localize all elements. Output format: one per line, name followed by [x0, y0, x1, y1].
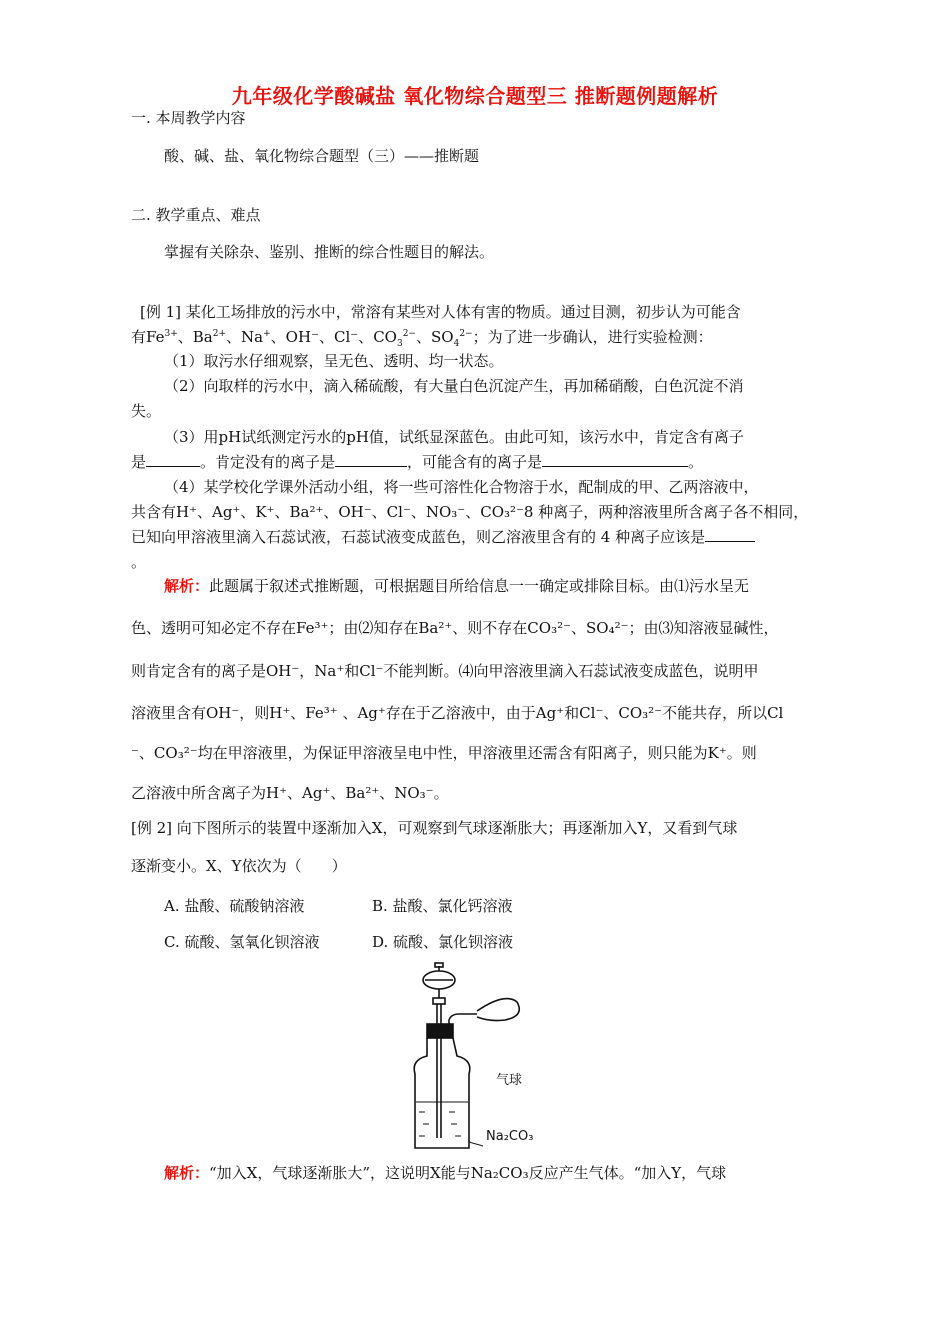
answer-blank-3[interactable]: [542, 452, 688, 467]
example2-line1: [例 2] 向下图所示的装置中逐渐加入X，可观察到气球逐渐胀大；再逐渐加入Y，又看到气球: [131, 819, 738, 837]
option-c[interactable]: C. 硫酸、氢氧化钡溶液: [164, 933, 320, 951]
analysis1-line4: 溶液里含有OH⁻，则H⁺、Fe³⁺ 、Ag⁺存在于乙溶液中，由于Ag⁺和Cl⁻、CO₃²⁻不能共存，所以Cl: [131, 704, 784, 722]
analysis1-line6: 乙溶液中所含离子为H⁺、Ag⁺、Ba²⁺、NO₃⁻。: [131, 784, 449, 802]
section1-content: 酸、碱、盐、氧化物综合题型（三）——推断题: [164, 147, 480, 165]
example1-step3b: 是 。肯定没有的离子是 ，可能含有的离子是 。: [131, 453, 704, 471]
analysis1-line5: ⁻、CO₃²⁻均在甲溶液里，为保证甲溶液呈电中性，甲溶液里还需含有阳离子，则只能为K⁺。则: [131, 744, 757, 762]
example1-line1: [例 1] 某化工场排放的污水中，常溶有某些对人体有害的物质。通过目测，初步认为可能含: [140, 303, 741, 321]
na2co3-label: Na₂CO₃: [486, 1129, 534, 1144]
section1-heading: 一. 本周教学内容: [131, 109, 246, 127]
analysis1-line3: 则肯定含有的离子是OH⁻，Na⁺和Cl⁻不能判断。⑷向甲溶液里滴入石蕊试液变成蓝色，说明甲: [131, 662, 759, 680]
analysis1-label: 解析：: [164, 577, 210, 595]
balloon-label: 气球: [496, 1073, 523, 1088]
option-a[interactable]: A. 盐酸、硫酸钠溶液: [164, 897, 305, 915]
example1-step2a: （2）向取样的污水中，滴入稀硫酸，有大量白色沉淀产生，再加稀硝酸，白色沉淀不消: [164, 377, 744, 395]
bottle-icon: [414, 1024, 470, 1148]
option-b[interactable]: B. 盐酸、氯化钙溶液: [372, 897, 513, 915]
example1-line2: 有$Fe^{3+}$、$Ba^{2+}$、Na+、OH⁻、Cl⁻、$CO_3^{2-}$、$SO_4^{2-}$；为了进一步确认，进行实验检测：: [131, 328, 713, 349]
answer-blank-4[interactable]: [705, 527, 755, 542]
example1-step2b: 失。: [131, 402, 162, 420]
document-title: 九年级化学酸碱盐 氧化物综合题型三 推断题例题解析: [231, 84, 719, 108]
analysis2-line1: 解析：“加入X，气球逐渐胀大”，这说明X能与Na₂CO₃反应产生气体。“加入Y，气球: [164, 1164, 727, 1182]
apparatus-figure: [405, 962, 555, 1152]
answer-blank-2[interactable]: [335, 452, 407, 467]
example1-step4d: 。: [131, 553, 147, 571]
analysis1-line2: 色、透明可知必定不存在Fe³⁺；由⑵知存在Ba²⁺、则不存在CO₃²⁻、SO₄²⁻；由⑶知溶液显碱性，: [131, 619, 779, 637]
option-d[interactable]: D. 硫酸、氯化钡溶液: [372, 933, 514, 951]
example1-step3a: （3）用pH试纸测定污水的pH值，试纸显深蓝色。由此可知，该污水中，肯定含有离子: [164, 428, 744, 446]
example1-step4a: （4）某学校化学课外活动小组，将一些可溶性化合物溶于水，配制成的甲、乙两溶液中，: [164, 478, 759, 496]
section2-heading: 二. 教学重点、难点: [131, 206, 261, 224]
analysis1-line1: 解析：此题属于叙述式推断题，可根据题目所给信息一一确定或排除目标。由⑴污水呈无: [164, 577, 750, 595]
answer-blank-1[interactable]: [146, 452, 200, 467]
example1-step4b: 共含有H⁺、Ag⁺、K⁺、Ba²⁺、OH⁻、Cl⁻、NO₃⁻、CO₃²⁻8 种离子，两种溶液里所含离子各不相同，: [131, 503, 809, 521]
analysis2-label: 解析：: [164, 1164, 210, 1182]
balloon-icon: [449, 999, 519, 1028]
example2-line2: 逐渐变小。X、Y依次为（ ）: [131, 857, 347, 875]
section2-content: 掌握有关除杂、鉴别、推断的综合性题目的解法。: [164, 243, 495, 261]
example1-step1: （1）取污水仔细观察，呈无色、透明、均一状态。: [164, 352, 504, 370]
example1-step4c: 已知向甲溶液里滴入石蕊试液，石蕊试液变成蓝色，则乙溶液里含有的 4 种离子应该是: [131, 527, 755, 547]
